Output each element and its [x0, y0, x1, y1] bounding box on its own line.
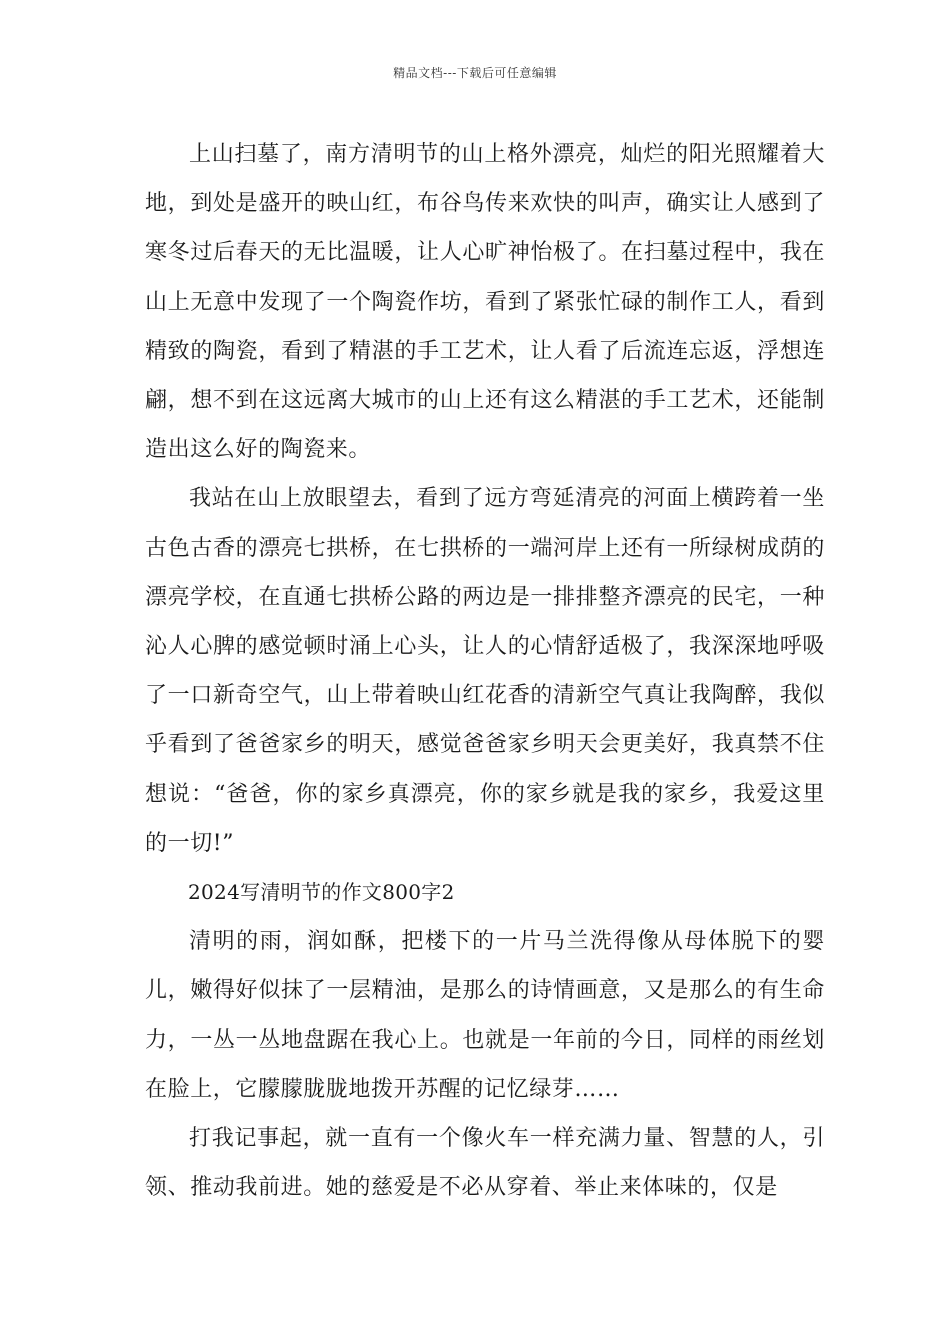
page-header: 精品文档---下载后可任意编辑	[393, 66, 557, 80]
document-body	[145, 130, 825, 1212]
paragraph-1: 上山扫墓了，南方清明节的山上格外漂亮，灿烂的阳光照耀着大地，到处是盛开的映山红，布谷鸟传来欢快的叫声，确实让人感到了寒冬过后春天的无比温暖，让人心旷神怡极了。在扫墓过程中，我在山上无意中发现了一个陶瓷作坊，看到了紧张忙碌的制作工人，看到精致的陶瓷，看到了精湛的手工艺术，让人看了后流连忘返，浮想连翩，想不到在这远离大城市的山上还有这么精湛的手工艺术，还能制造出这么好的陶瓷来。	[145, 142, 825, 463]
paragraph-2: 我站在山上放眼望去，看到了远方弯延清亮的河面上横跨着一坐古色古香的漂亮七拱桥，在七拱桥的一端河岸上还有一所绿树成荫的漂亮学校，在直通七拱桥公路的两边是一排排整齐漂亮的民宅，一种沁人心脾的感觉顿时涌上心头，让人的心情舒适极了，我深深地呼吸了一口新奇空气，山上带着映山红花香的清新空气真让我陶醉，我似乎看到了爸爸家乡的明天，感觉爸爸家乡明天会更美好，我真禁不住想说：“爸爸，你的家乡真漂亮，你的家乡就是我的家乡，我爱这里的一切!”	[145, 486, 825, 856]
paragraph-4: 打我记事起，就一直有一个像火车一样充满力量、智慧的人，引领、推动我前进。她的慈爱是不必从穿着、举止来体味的，仅是	[145, 1126, 825, 1201]
paragraph-3: 清明的雨，润如酥，把楼下的一片马兰洗得像从母体脱下的婴儿，嫩得好似抹了一层精油，是那么的诗情画意，又是那么的有生命力，一丛一丛地盘踞在我心上。也就是一年前的今日，同样的雨丝划在脸上，它朦朦胧胧地拨开苏醒的记忆绿芽……	[145, 929, 825, 1102]
section-heading: 2024写清明节的作文800字2	[188, 880, 455, 905]
